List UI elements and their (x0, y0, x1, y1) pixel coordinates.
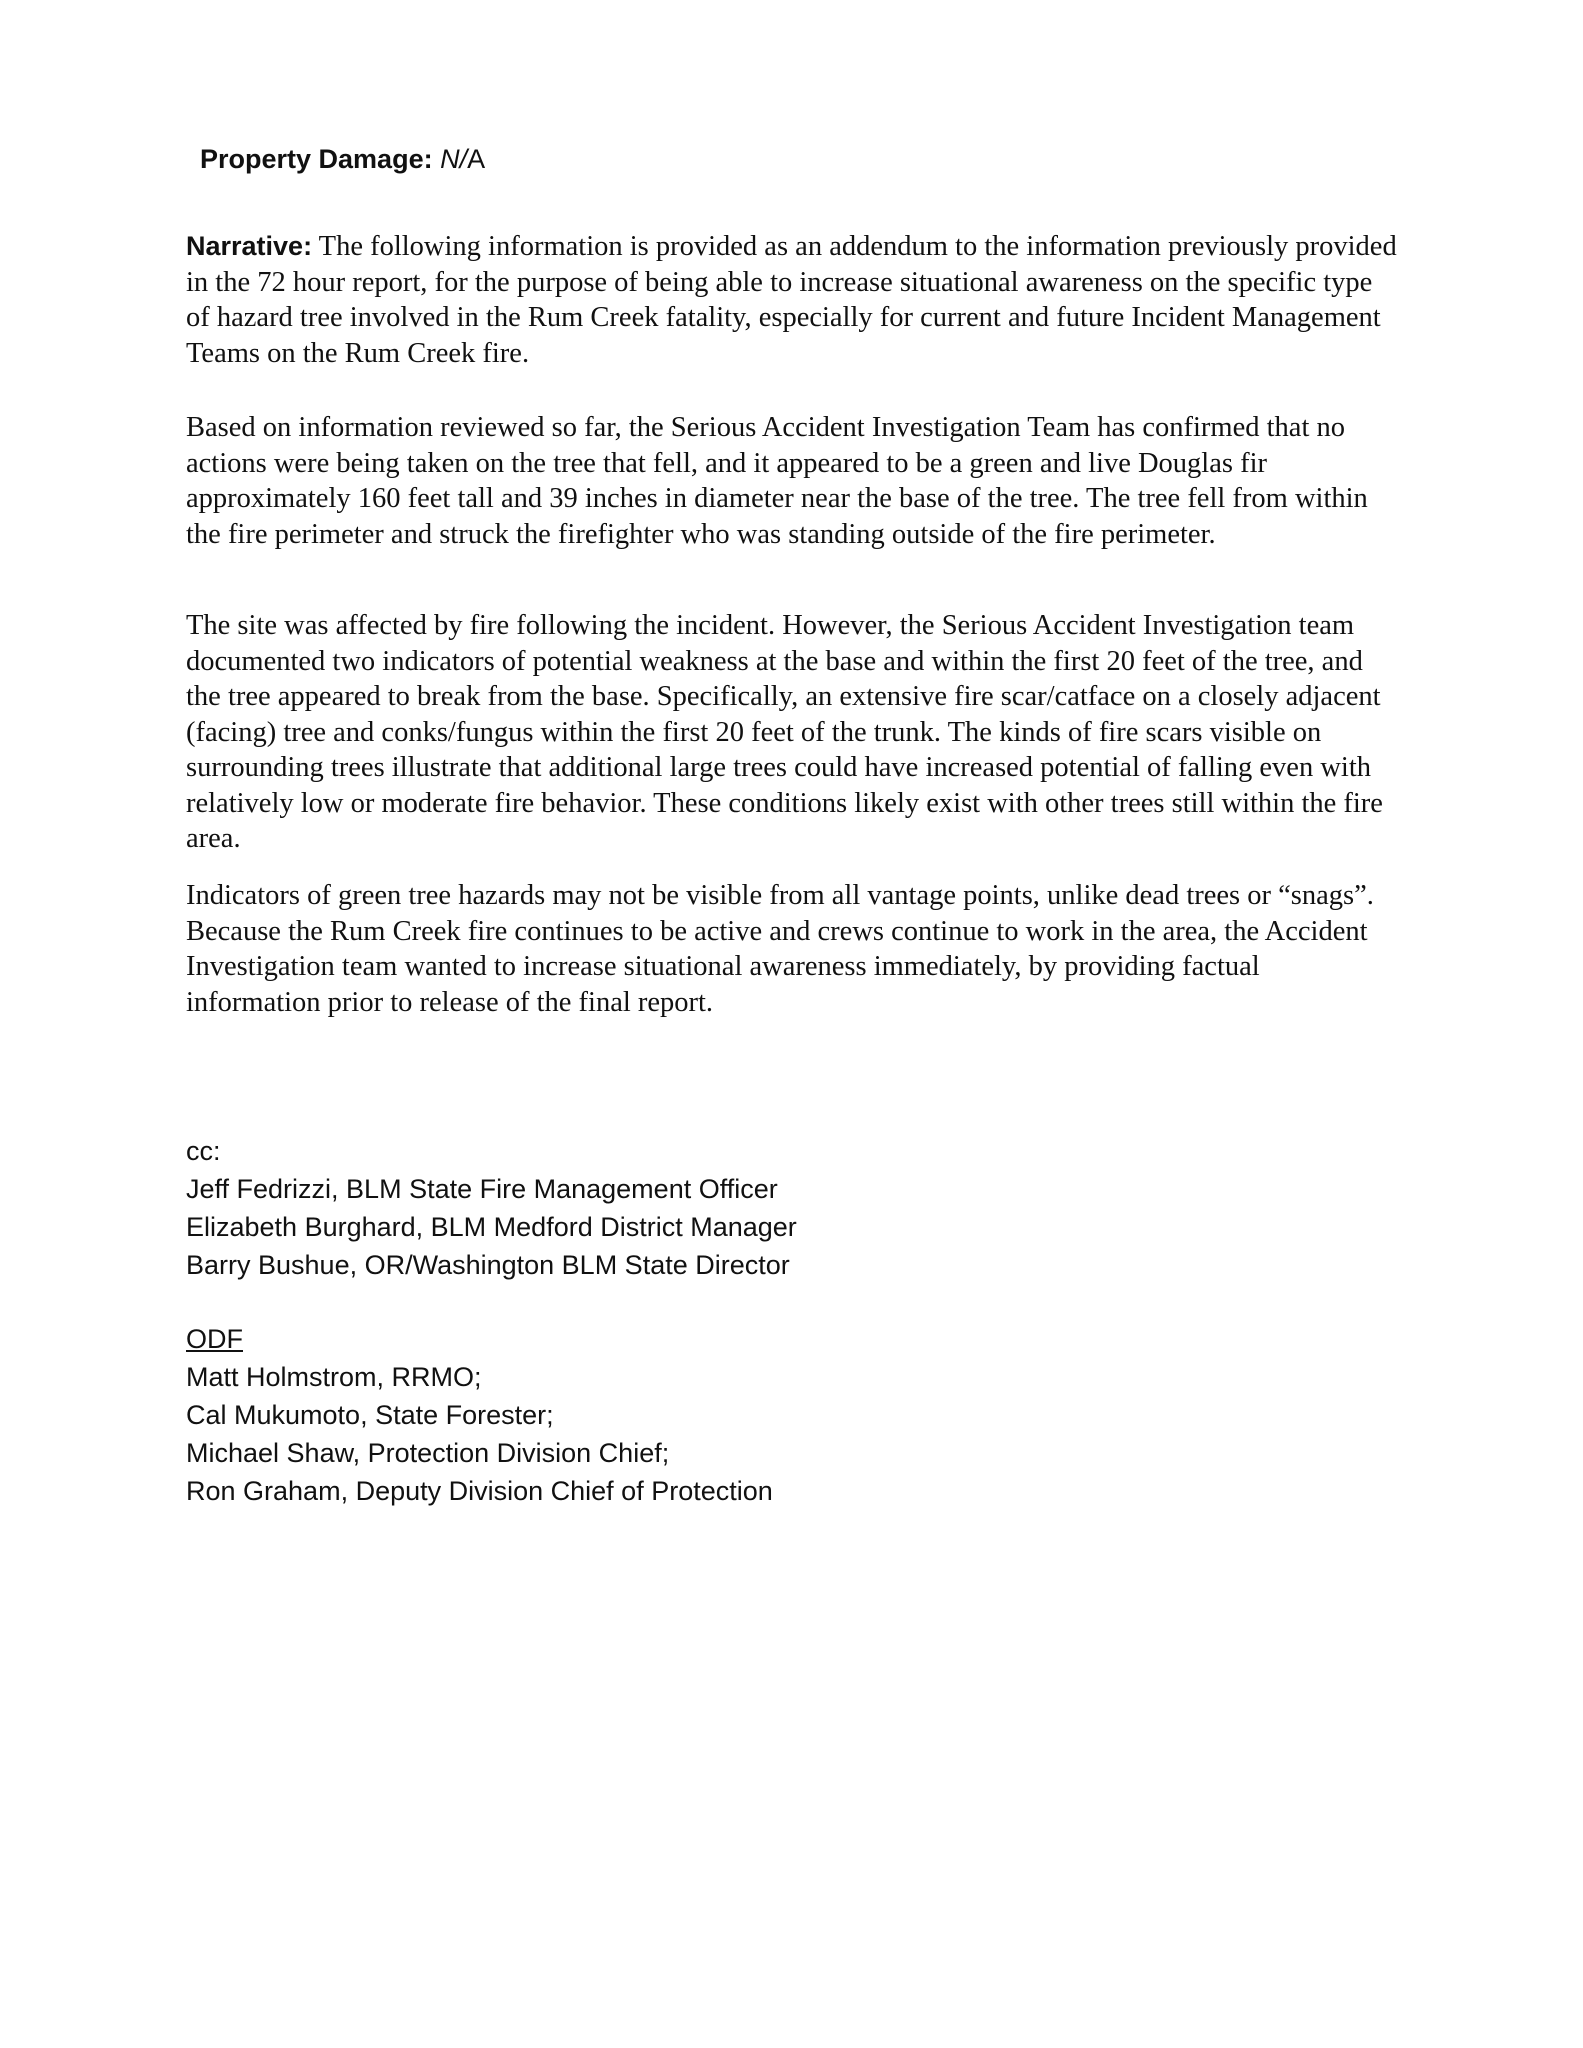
odf-recipient: Cal Mukumoto, State Forester; (186, 1400, 554, 1430)
narrative-paragraph-2: Based on information reviewed so far, the Serious Accident Investigation Team has confirmed that no actions were being taken on the tree that fell, and it appeared to be a green and live Douglas fir approximately 160 feet tall and 39 inches in diameter near the base of the tree. The tree fell from within the fire perimeter and struck the firefighter who was standing outside of the fire perimeter. (186, 412, 1368, 550)
odf-recipient: Matt Holmstrom, RRMO; (186, 1362, 482, 1392)
narrative-label: Narrative: (186, 231, 313, 261)
odf-heading: ODF (186, 1324, 243, 1354)
property-damage-value-rest: A (467, 144, 486, 174)
property-damage-line (200, 141, 485, 177)
narrative-paragraph-1-text: The following information is provided as an addendum to the information previously provided in the 72 hour report, for the purpose of being able to increase situational awareness on the specific type of hazard tree involved in the Rum Creek fatality, especially for current and future Incident Management Teams on the Rum Creek fire. (186, 231, 1397, 369)
odf-block (186, 1320, 773, 1510)
property-damage-value-italic: N/ (440, 144, 468, 174)
cc-recipient: Barry Bushue, OR/Washington BLM State Director (186, 1250, 790, 1280)
cc-recipient: Elizabeth Burghard, BLM Medford District Manager (186, 1212, 797, 1242)
cc-recipient: Jeff Fedrizzi, BLM State Fire Management Officer (186, 1174, 778, 1204)
property-damage-label: Property Damage: (200, 144, 433, 174)
cc-block (186, 1132, 797, 1284)
narrative-paragraph-4: Indicators of green tree hazards may not be visible from all vantage points, unlike dead trees or “snags”. Because the Rum Creek fire continues to be active and crews continue to work in the area, the Accident Investigation team wanted to increase situational awareness immediately, by providing factual information prior to release of the final report. (186, 880, 1374, 1018)
odf-recipient: Ron Graham, Deputy Division Chief of Protection (186, 1476, 773, 1506)
narrative-paragraph-3: The site was affected by fire following the incident. However, the Serious Accident Investigation team documented two indicators of potential weakness at the base and within the first 20 feet of the tree, and the tree appeared to break from the base. Specifically, an extensive fire scar/catface on a closely adjacent (facing) tree and conks/fungus within the first 20 feet of the trunk. The kinds of fire scars visible on surrounding trees illustrate that additional large trees could have increased potential of falling even with relatively low or moderate fire behavior. These conditions likely exist with other trees still within the fire area. (186, 610, 1383, 854)
odf-recipient: Michael Shaw, Protection Division Chief; (186, 1438, 670, 1468)
cc-label: cc: (186, 1136, 221, 1166)
narrative-paragraph-1 (186, 229, 1401, 371)
